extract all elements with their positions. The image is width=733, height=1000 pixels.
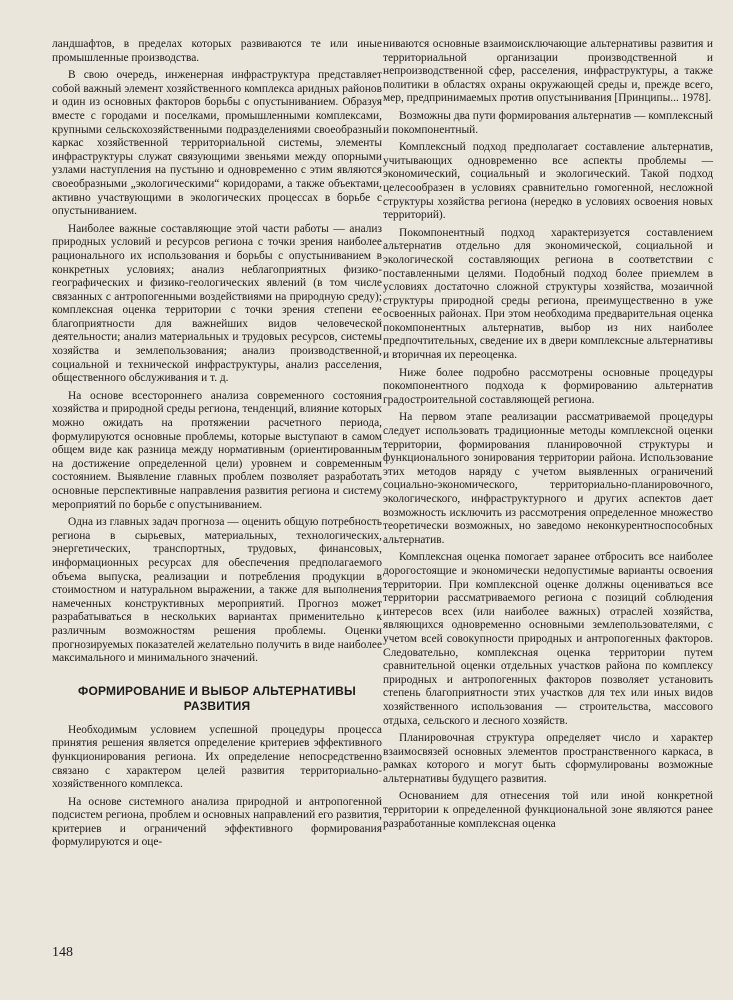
paragraph: Основанием для отнесения той или иной конкретной территории к определенной функциональной зоне являются ранее разработанные комплексная оценка xyxy=(383,790,713,830)
paragraph: Наиболее важные составляющие этой части работы — анализ природных условий и ресурсов региона с точки зрения наиболее рационального их использования и борьбы с опустыниванием в конкретных условиях; анализ неблагоприятных физико-географических и физико-геологических явлений (в том числе связанных с антропогенными воздействиями на природную среду); комплексная оценка территории с точки зрения степени ее благоприятности для важнейших видов человеческой деятельности; анализ материальных и трудовых ресурсов, системы хозяйства и землепользования; анализ производственной, социальной и технической инфраструктуры, анализ расселения, общественного обслуживания и т. д. xyxy=(52,222,382,385)
paragraph: Ниже более подробно рассмотрены основные процедуры покомпонентного подхода к формированию альтернатив градостроительной составляющей региона. xyxy=(383,366,713,406)
paragraph: Комплексная оценка помогает заранее отбросить все наиболее дорогостоящие и экономически недопустимые варианты освоения территории. При комплексной оценке должны оцениваться все территории рассматриваемого региона с позиций соблюдения интересов всех (или наиболее важных) отраслей хозяйства, являющихся одновременно основными землепользователями, с учетом всей совокупности природных и антропогенных факторов. Следовательно, комплексная оценка территории путем сравнительной оценки отдельных участков района по комплексу природных и антропогенных факторов позволяет установить степень благоприятности этих участков для тех или иных видов хозяйственного использования — строительства, массового отдыха, сельского и лесного хозяйств. xyxy=(383,551,713,727)
paragraph: Возможны два пути формирования альтернатив — комплексный и покомпонентный. xyxy=(383,109,713,136)
paragraph: На основе всестороннего анализа современного состояния хозяйства и природной среды региона, тенденций, влияние которых можно ожидать на протяжении расчетного периода, формулируются основные проблемы, которые выступают в самом общем виде как разница между нормативным (ориентированным на достижение определенной цели) уровнем и современным состоянием. Выявление главных проблем позволяет разработать основные перспективные направления развития региона и систему мероприятий по борьбе с опустыниванием. xyxy=(52,389,382,511)
paragraph: ниваются основные взаимоисключающие альтернативы развития и территориальной организации производственной и непроизводственной сфер, расселения, инфраструктуры, а также политики в областях охраны окружающей среды и, прежде всего, мер, предпринимаемых против опустынивания [Принципы... 1978]. xyxy=(383,38,713,105)
left-column xyxy=(52,38,382,854)
page-number: 148 xyxy=(52,945,73,960)
paragraph: Покомпонентный подход характеризуется составлением альтернатив отдельно для экономической, социальной и экологической составляющих региона в соответствии с поставленными целями. Подобный подход более приемлем в условиях достаточно сложной структуры хозяйства, мозаичной структуры природной среды региона, преимущественно в уже освоенных районах. При этом необходима предварительная оценка покомпонентных альтернатив, выбор из них наиболее предпочтительных, сведение их в двери комплексные альтернативы и вторичная их переоценка. xyxy=(383,226,713,362)
right-column xyxy=(383,38,713,835)
paragraph: Комплексный подход предполагает составление альтернатив, учитывающих одновременно все аспекты проблемы — экономический, социальный и экологический. Такой подход целесообразен в условиях сравнительно гомогенной, несложной структуры хозяйства региона (нередко в условиях освоения новых территорий). xyxy=(383,141,713,222)
paragraph: На первом этапе реализации рассматриваемой процедуры следует использовать традиционные методы комплексной оценки территории, формирования планировочной структуры и функционального зонирования территории района. Использование этих методов наряду с учетом выявленных ограничений социально-экономического, территориально-планировочного, экологического, инфраструктурного и других аспектов дает возможность исключить из рассмотрения определенное множество теоретически возможных, но заведомо неконкурентноспособных альтернатив. xyxy=(383,411,713,546)
paragraph: Необходимым условием успешной процедуры процесса принятия решения является определение критериев эффективного функционирования региона. Их определение непосредственно связано с характером целей развития территориально-хозяйственного комплекса. xyxy=(52,723,382,791)
paragraph: Одна из главных задач прогноза — оценить общую потребность региона в сырьевых, материальных, технологических, энергетических, транспортных, трудовых, финансовых, информационных ресурсах для обеспечения предполагаемого объема выпуска, реализации и потребления продукции в стоимостном и натуральном выражении, а также для выполнения намеченных конструктивных мероприятий. Прогноз может разрабатываться в нескольких вариантах применительно к различным возможностям решения проблемы. Оценки прогнозируемых показателей желательно получить в виде наиболее максимального и минимального значений. xyxy=(52,516,382,665)
paragraph: ландшафтов, в пределах которых развиваются те или иные промышленные производства. xyxy=(52,38,382,64)
paragraph: Планировочная структура определяет число и характер взаимосвязей основных элементов пространственного каркаса, в рамках которого и могут быть сформулированы возможные альтернативы будущего развития. xyxy=(383,732,713,785)
section-heading: ФОРМИРОВАНИЕ И ВЫБОР АЛЬТЕРНАТИВЫ РАЗВИТИЯ xyxy=(78,683,356,713)
paragraph: На основе системного анализа природной и антропогенной подсистем региона, проблем и основных направлений его развития, критериев и ограничений эффективного формирования формулируются и оце- xyxy=(52,795,382,849)
paragraph: В свою очередь, инженерная инфраструктура представляет собой важный элемент хозяйственного комплекса аридных районов и один из основных факторов борьбы с опустыниванием. Образуя вместе с городами и поселками, промышленными комплексами, крупными сельскохозяйственными подразделениями своеобразный каркас хозяйственной территориальной системы, элементы инфраструктуры служат связующими звеньями между опорными узлами наступления на пустыню и одновременно с этим являются своеобразными „экологическими“ коридорами, а также объектами, активно участвующими в экологических процессах в борьбе с опустыниванием. xyxy=(52,69,382,218)
